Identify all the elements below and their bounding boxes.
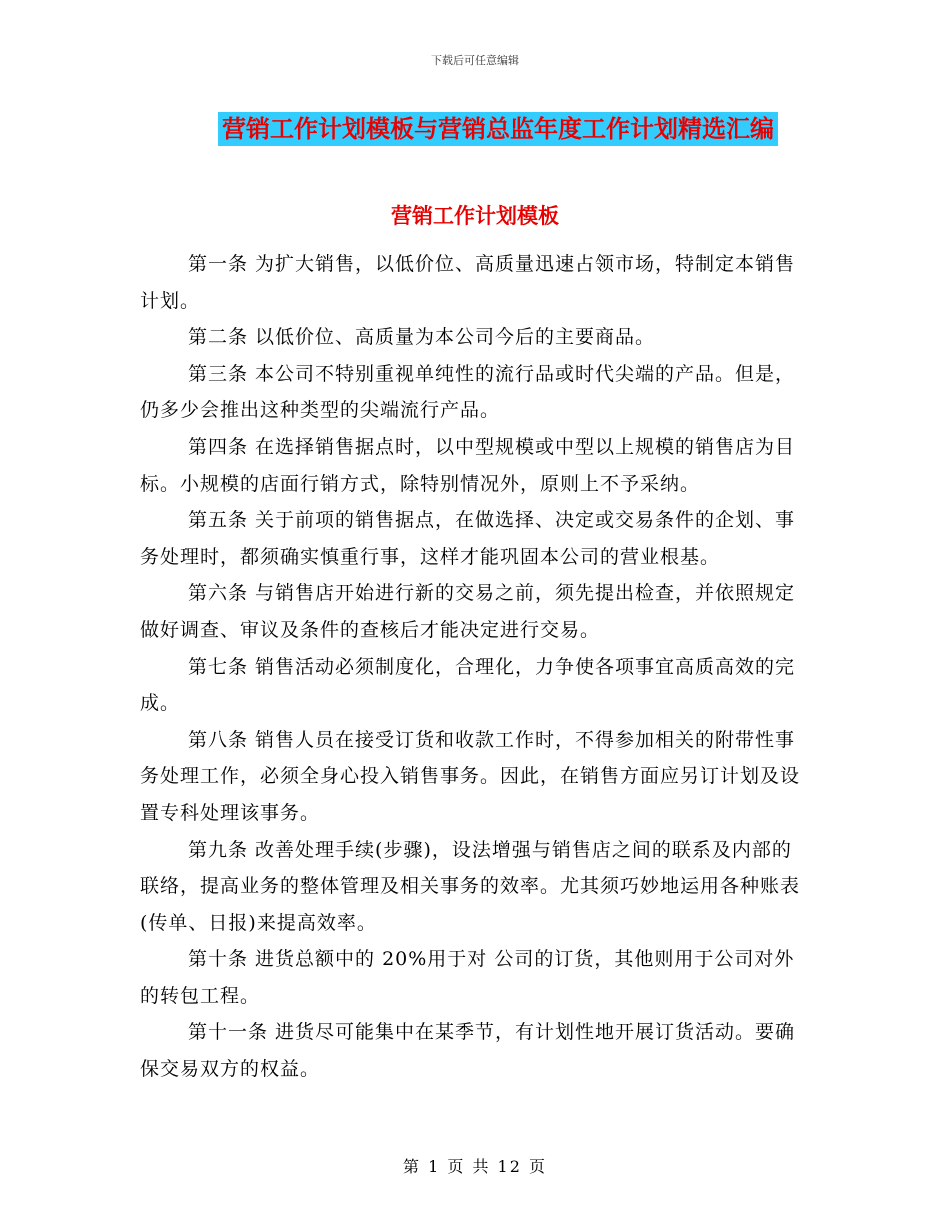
- page-footer: 第 1 页 共 12 页: [403, 1157, 547, 1176]
- page-header-note: 下载后可任意编辑: [431, 54, 519, 67]
- paragraph-article-4: 第四条 在选择销售据点时，以中型规模或中型以上规模的销售店为目标。小规模的店面行销方式，除特别情况外，原则上不予采纳。: [140, 435, 796, 495]
- paragraph-article-9: 第九条 改善处理手续(步骤)，设法增强与销售店之间的联系及内部的联络，提高业务的整体管理及相关事务的效率。尤其须巧妙地运用各种账表(传单、日报)来提高效率。: [140, 838, 801, 934]
- paragraph-article-2: 第二条 以低价位、高质量为本公司今后的主要商品。: [188, 326, 656, 349]
- document-body: [140, 246, 810, 1088]
- paragraph-article-5: 第五条 关于前项的销售据点，在做选择、决定或交易条件的企划、事务处理时，都须确实慎重行事，这样才能巩固本公司的营业根基。: [140, 509, 796, 568]
- paragraph-article-6: 第六条 与销售店开始进行新的交易之前，须先提出检查，并依照规定做好调查、审议及条件的查核后才能决定进行交易。: [140, 582, 796, 641]
- paragraph-article-8: 第八条 销售人员在接受订货和收款工作时，不得参加相关的附带性事务处理工作，必须全身心投入销售事务。因此，在销售方面应另订计划及设置专科处理该事务。: [140, 728, 801, 824]
- main-title: 营销工作计划模板与营销总监年度工作计划精选汇编: [218, 112, 778, 146]
- paragraph-article-1: 第一条 为扩大销售，以低价位、高质量迅速占领市场，特制定本销售计划。: [140, 253, 796, 312]
- paragraph-article-3: 第三条 本公司不特别重视单纯性的流行品或时代尖端的产品。但是，仍多少会推出这种类型的尖端流行产品。: [140, 362, 796, 422]
- paragraph-article-7: 第七条 销售活动必须制度化，合理化，力争使各项事宜高质高效的完成。: [140, 655, 796, 715]
- paragraph-article-10: 第十条 进货总额中的 20%用于对 公司的订货，其他则用于公司对外的转包工程。: [140, 948, 795, 1007]
- paragraph-article-11: 第十一条 进货尽可能集中在某季节，有计划性地开展订货活动。要确保交易双方的权益。: [140, 1021, 796, 1081]
- section-title: 营销工作计划模板: [391, 204, 559, 228]
- main-title-container: [0, 112, 950, 146]
